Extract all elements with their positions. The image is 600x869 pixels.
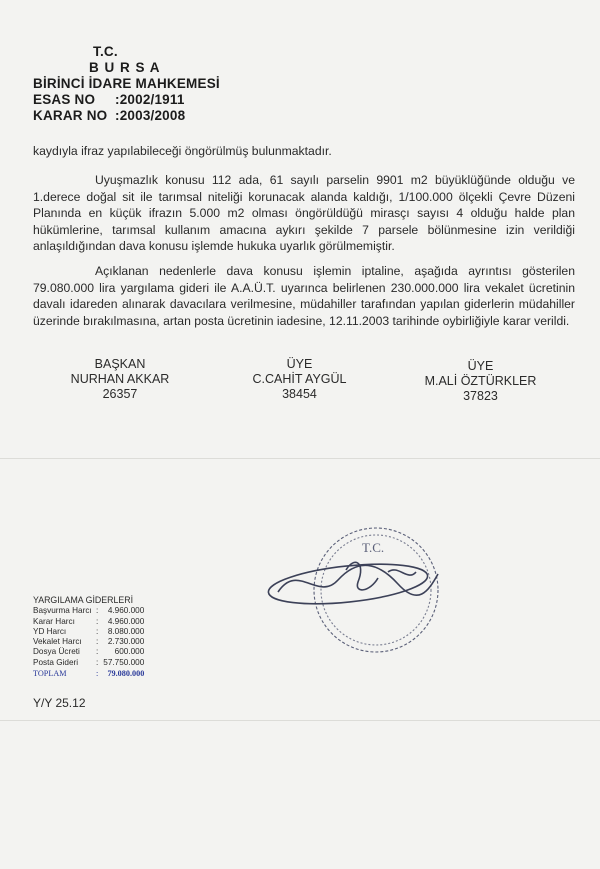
esas-line — [33, 92, 293, 108]
cost-amount: 4.960.000 — [107, 616, 145, 626]
continuation-text: kaydıyla ifraz yapılabileceği öngörülmüş bulunmaktadır. — [33, 144, 332, 158]
cost-total-amount: 79.080.000 — [107, 669, 145, 679]
signatory-name: C.CAHİT AYGÜL — [252, 372, 347, 386]
cost-label: Posta Gideri — [33, 657, 79, 667]
signatory-number: 37823 — [463, 389, 498, 403]
signatory-role: ÜYE — [467, 359, 494, 373]
signatory-name: M.ALİ ÖZTÜRKLER — [424, 374, 537, 388]
cost-row: Dosya Ücreti : 600.000 — [33, 647, 145, 657]
signatory-name: NURHAN AKKAR — [70, 372, 170, 386]
seal-stamp — [258, 522, 458, 672]
city-label: B U R S A — [89, 60, 161, 75]
paragraph-2-text: Açıklanan nedenlerle dava konusu işlemin iptaline, aşağıda ayrıntısı gösterilen 79.080.000 lira yargılama gideri ile A.A.Ü.T. uyarınca belirlenen 230.000.000 lira vekalet ücretinin davalı idareden alınarak davacılara verilmesine, müdahiller tarafından yapılan giderlerin müdahiller üzerinde bırakılmasına, artan posta ücretinin iadesine, 12.11.2003 tarihinde oybirliğiyle karar verildi. — [33, 264, 575, 328]
cost-amount: 600.000 — [114, 647, 145, 657]
cost-row: Posta Gideri : 57.750.000 — [33, 657, 145, 667]
signatory-number: 26357 — [102, 387, 138, 401]
signatory-role: ÜYE — [286, 357, 313, 371]
cost-label: Vekalet Harcı — [33, 637, 82, 647]
cost-label: Karar Harcı — [33, 616, 75, 626]
karar-line — [33, 108, 293, 124]
cost-label: YD Harcı — [33, 626, 67, 636]
cost-amount: 57.750.000 — [103, 657, 145, 667]
court-header — [33, 44, 293, 124]
handwritten-signature — [267, 558, 438, 611]
karar-label: KARAR NO — [33, 108, 108, 123]
signatory-number: 38454 — [282, 387, 317, 401]
cost-amount: 8.080.000 — [107, 626, 145, 636]
cost-row: YD Harcı : 8.080.000 — [33, 626, 145, 636]
seal-text: T.C. — [362, 540, 385, 555]
paragraph-2 — [33, 263, 575, 329]
costs-table — [33, 595, 163, 679]
court-name: BİRİNCİ İDARE MAHKEMESİ — [33, 76, 220, 91]
cost-row: Vekalet Harcı : 2.730.000 — [33, 637, 145, 647]
cost-total-row: TOPLAM : 79.080.000 — [33, 669, 145, 679]
signatory-president — [55, 357, 185, 402]
fold-line — [0, 720, 600, 721]
cost-row: Karar Harcı : 4.960.000 — [33, 616, 145, 626]
signatory-role: BAŞKAN — [94, 357, 146, 371]
esas-value: :2002/1911 — [115, 92, 185, 107]
cost-label: Başvurma Harcı — [33, 606, 92, 616]
footer-ref: Y/Y 25.12 — [33, 696, 86, 710]
esas-label: ESAS NO — [33, 92, 96, 107]
cost-amount: 2.730.000 — [107, 637, 145, 647]
cost-total-label: TOPLAM — [33, 669, 67, 679]
paragraph-1-text: Uyuşmazlık konusu 112 ada, 61 sayılı parselin 9901 m2 büyüklüğünde olduğu ve 1.derece doğal sit ile tarımsal niteliği korunacak alanda kaldığı, 1/100.000 ölçekli Çevre Düzeni Planında en küçük ifrazın 5.000 m2 olması öngörüldüğü mirasçı sayısı 4 olduğu halde plan hükümlerine, tarımsal kullanım amacına aykırı şekilde 7 parsele bölünmesine izin verildiği anlaşıldığından dava konusu işlemde hukuka uyarlık görülmemiştir. — [33, 173, 575, 253]
karar-value: :2003/2008 — [115, 108, 186, 123]
cost-label: Dosya Ücreti — [33, 647, 80, 657]
fold-line — [0, 458, 600, 459]
cost-amount: 4.960.000 — [107, 606, 145, 616]
paragraph-1 — [33, 172, 575, 255]
cost-row: Başvurma Harcı : 4.960.000 — [33, 606, 145, 616]
signatory-member-1 — [232, 357, 367, 402]
signatory-member-2 — [408, 359, 553, 404]
tc-label: T.C. — [93, 44, 118, 59]
costs-title: YARGILAMA GİDERLERİ — [33, 595, 134, 605]
